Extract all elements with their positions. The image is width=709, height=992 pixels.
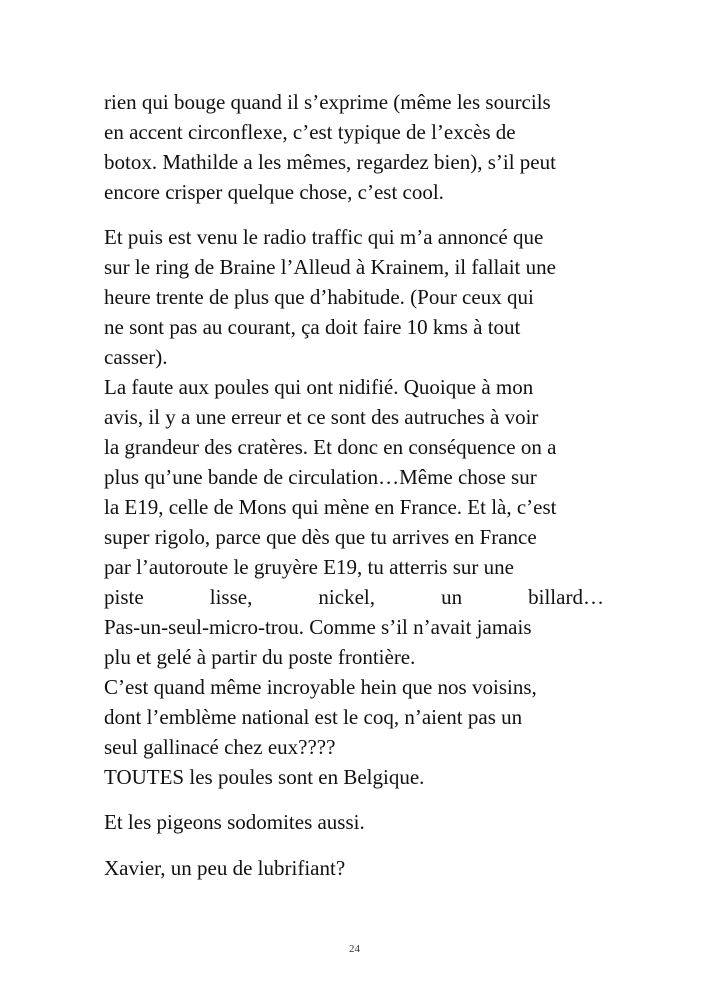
text-line: rien qui bouge quand il s’exprime (même les sourcils [104, 90, 551, 114]
text-line: botox. Mathilde a les mêmes, regardez bien), s’il peut [104, 150, 556, 174]
text-line: plus qu’une bande de circulation…Même chose sur [104, 465, 537, 489]
text-line: seul gallinacé chez eux???? [104, 735, 336, 759]
justified-word: piste [104, 585, 144, 609]
justified-word: lisse, [209, 585, 253, 609]
text-line: dont l’emblème national est le coq, n’aient pas un [104, 705, 523, 729]
text-line: super rigolo, parce que dès que tu arrives en France [104, 525, 537, 549]
text-line: en accent circonflexe, c’est typique de l’excès de [104, 120, 516, 144]
text-line: Et puis est venu le radio traffic qui m’a annoncé que [104, 225, 544, 249]
justified-word: billard… [528, 585, 604, 609]
paragraph-1 [104, 87, 604, 207]
text-line: casser). [104, 345, 168, 369]
justified-word: un [441, 585, 463, 609]
paragraph-2 [104, 222, 604, 792]
text-line: la E19, celle de Mons qui mène en France. Et là, c’est [104, 495, 557, 519]
justified-text-line [104, 582, 604, 612]
text-line: heure trente de plus que d’habitude. (Pour ceux qui [104, 285, 534, 309]
text-line: encore crisper quelque chose, c’est cool. [104, 180, 444, 204]
text-line: par l’autoroute le gruyère E19, tu atterris sur une [104, 555, 514, 579]
text-line: la grandeur des cratères. Et donc en conséquence on a [104, 435, 557, 459]
text-line: plu et gelé à partir du poste frontière. [104, 645, 416, 669]
paragraph-3 [104, 807, 604, 837]
text-line: Xavier, un peu de lubrifiant? [104, 856, 346, 880]
text-line: avis, il y a une erreur et ce sont des autruches à voir [104, 405, 539, 429]
justified-word: nickel, [318, 585, 375, 609]
text-line: ne sont pas au courant, ça doit faire 10 kms à tout [104, 315, 521, 339]
page-number: 24 [349, 943, 360, 955]
paragraph-4 [104, 853, 604, 883]
text-line: Pas-un-seul-micro-trou. Comme s’il n’avait jamais [104, 615, 532, 639]
text-line: Et les pigeons sodomites aussi. [104, 810, 365, 834]
text-line: TOUTES les poules sont en Belgique. [104, 765, 425, 789]
text-line: La faute aux poules qui ont nidifié. Quoique à mon [104, 375, 534, 399]
text-line: C’est quand même incroyable hein que nos voisins, [104, 675, 537, 699]
text-line: sur le ring de Braine l’Alleud à Krainem, il fallait une [104, 255, 556, 279]
